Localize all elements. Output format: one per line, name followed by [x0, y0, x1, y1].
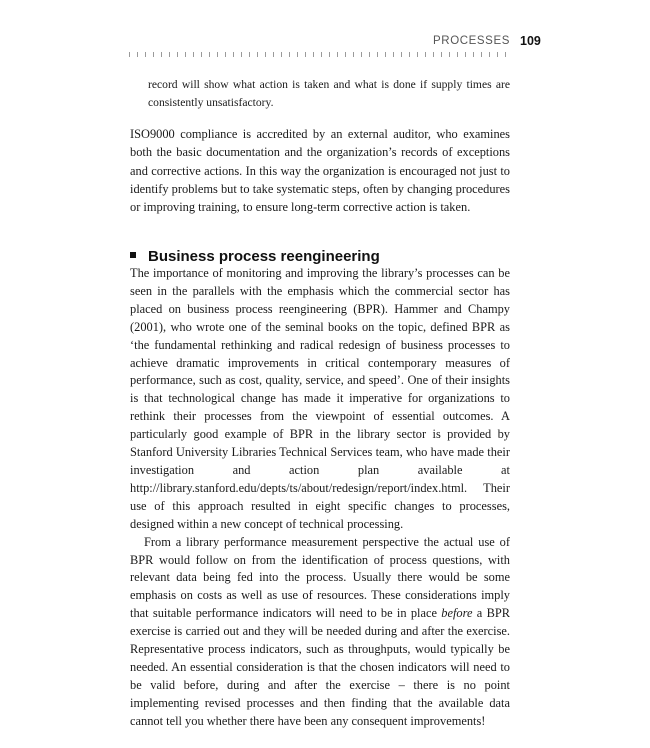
page-number: 109 [520, 34, 541, 48]
emphasis-before: before [441, 606, 473, 621]
bpr-paragraph-2-part-1: From a library performance measurement perspective the actual use of BPR would follow on from the identification of process questions, with relevant data being fed into the process. Usually there would be some emphasis on costs as well as use of resources. These considerations imply that suitable performance indicators will need to be in place [130, 534, 510, 621]
running-head-title: PROCESSES [433, 35, 510, 47]
section-body [130, 265, 510, 731]
header-dotted-rule [129, 52, 510, 57]
section-heading [130, 248, 380, 265]
bpr-paragraph-1: The importance of monitoring and improving the library’s processes can be seen in the parallels with the emphasis which the commercial sector has placed on business process reengineering (BPR). Hammer and Champy (2001), who wrote one of the seminal books on the topic, defined BPR as ‘the fundamental rethinking and radical redesign of business processes to achieve dramatic improvements in critical contemporary measures of performance, such as cost, quality, service, and speed’. One of their insights is that technological change has made it imperative for organizations to rethink their processes from the viewpoint of essential outcomes. A particularly good example of BPR in the library sector is provided by Stanford University Libraries Technical Services team, who have made their investigation and action plan available at http://library.stanford.edu/depts/ts/about/redesign/report/index.html. Their use of this approach resulted in eight specific changes to processes, designed within a new concept of technical processing. [130, 266, 510, 531]
section-heading-text: Business process reengineering [148, 248, 380, 265]
bpr-paragraph-2-part-2: a BPR exercise is carried out and they will be needed during and after the exercise. Representative process indicators, such as throughputs, would typically be needed. An essential consideration is that the chosen indicators will need to be valid before, during and after the exercise – there is no point implementing revised processes and then finding that the available data cannot tell you whether there have been any consequent improvements! [130, 606, 510, 728]
iso9000-paragraph: ISO9000 compliance is accredited by an external auditor, who examines both the basic documentation and the organization’s records of exceptions and corrective actions. In this way the organization is encouraged not just to identify problems but to take systematic steps, often by changing procedures or improving training, to ensure long-term corrective action is taken. [130, 127, 510, 215]
square-bullet-icon [130, 252, 136, 258]
running-head [433, 34, 541, 48]
indented-quote-continuation: record will show what action is taken and what is done if supply times are consistently unsatisfactory. [148, 78, 510, 109]
bpr-paragraph-2 [130, 534, 510, 731]
